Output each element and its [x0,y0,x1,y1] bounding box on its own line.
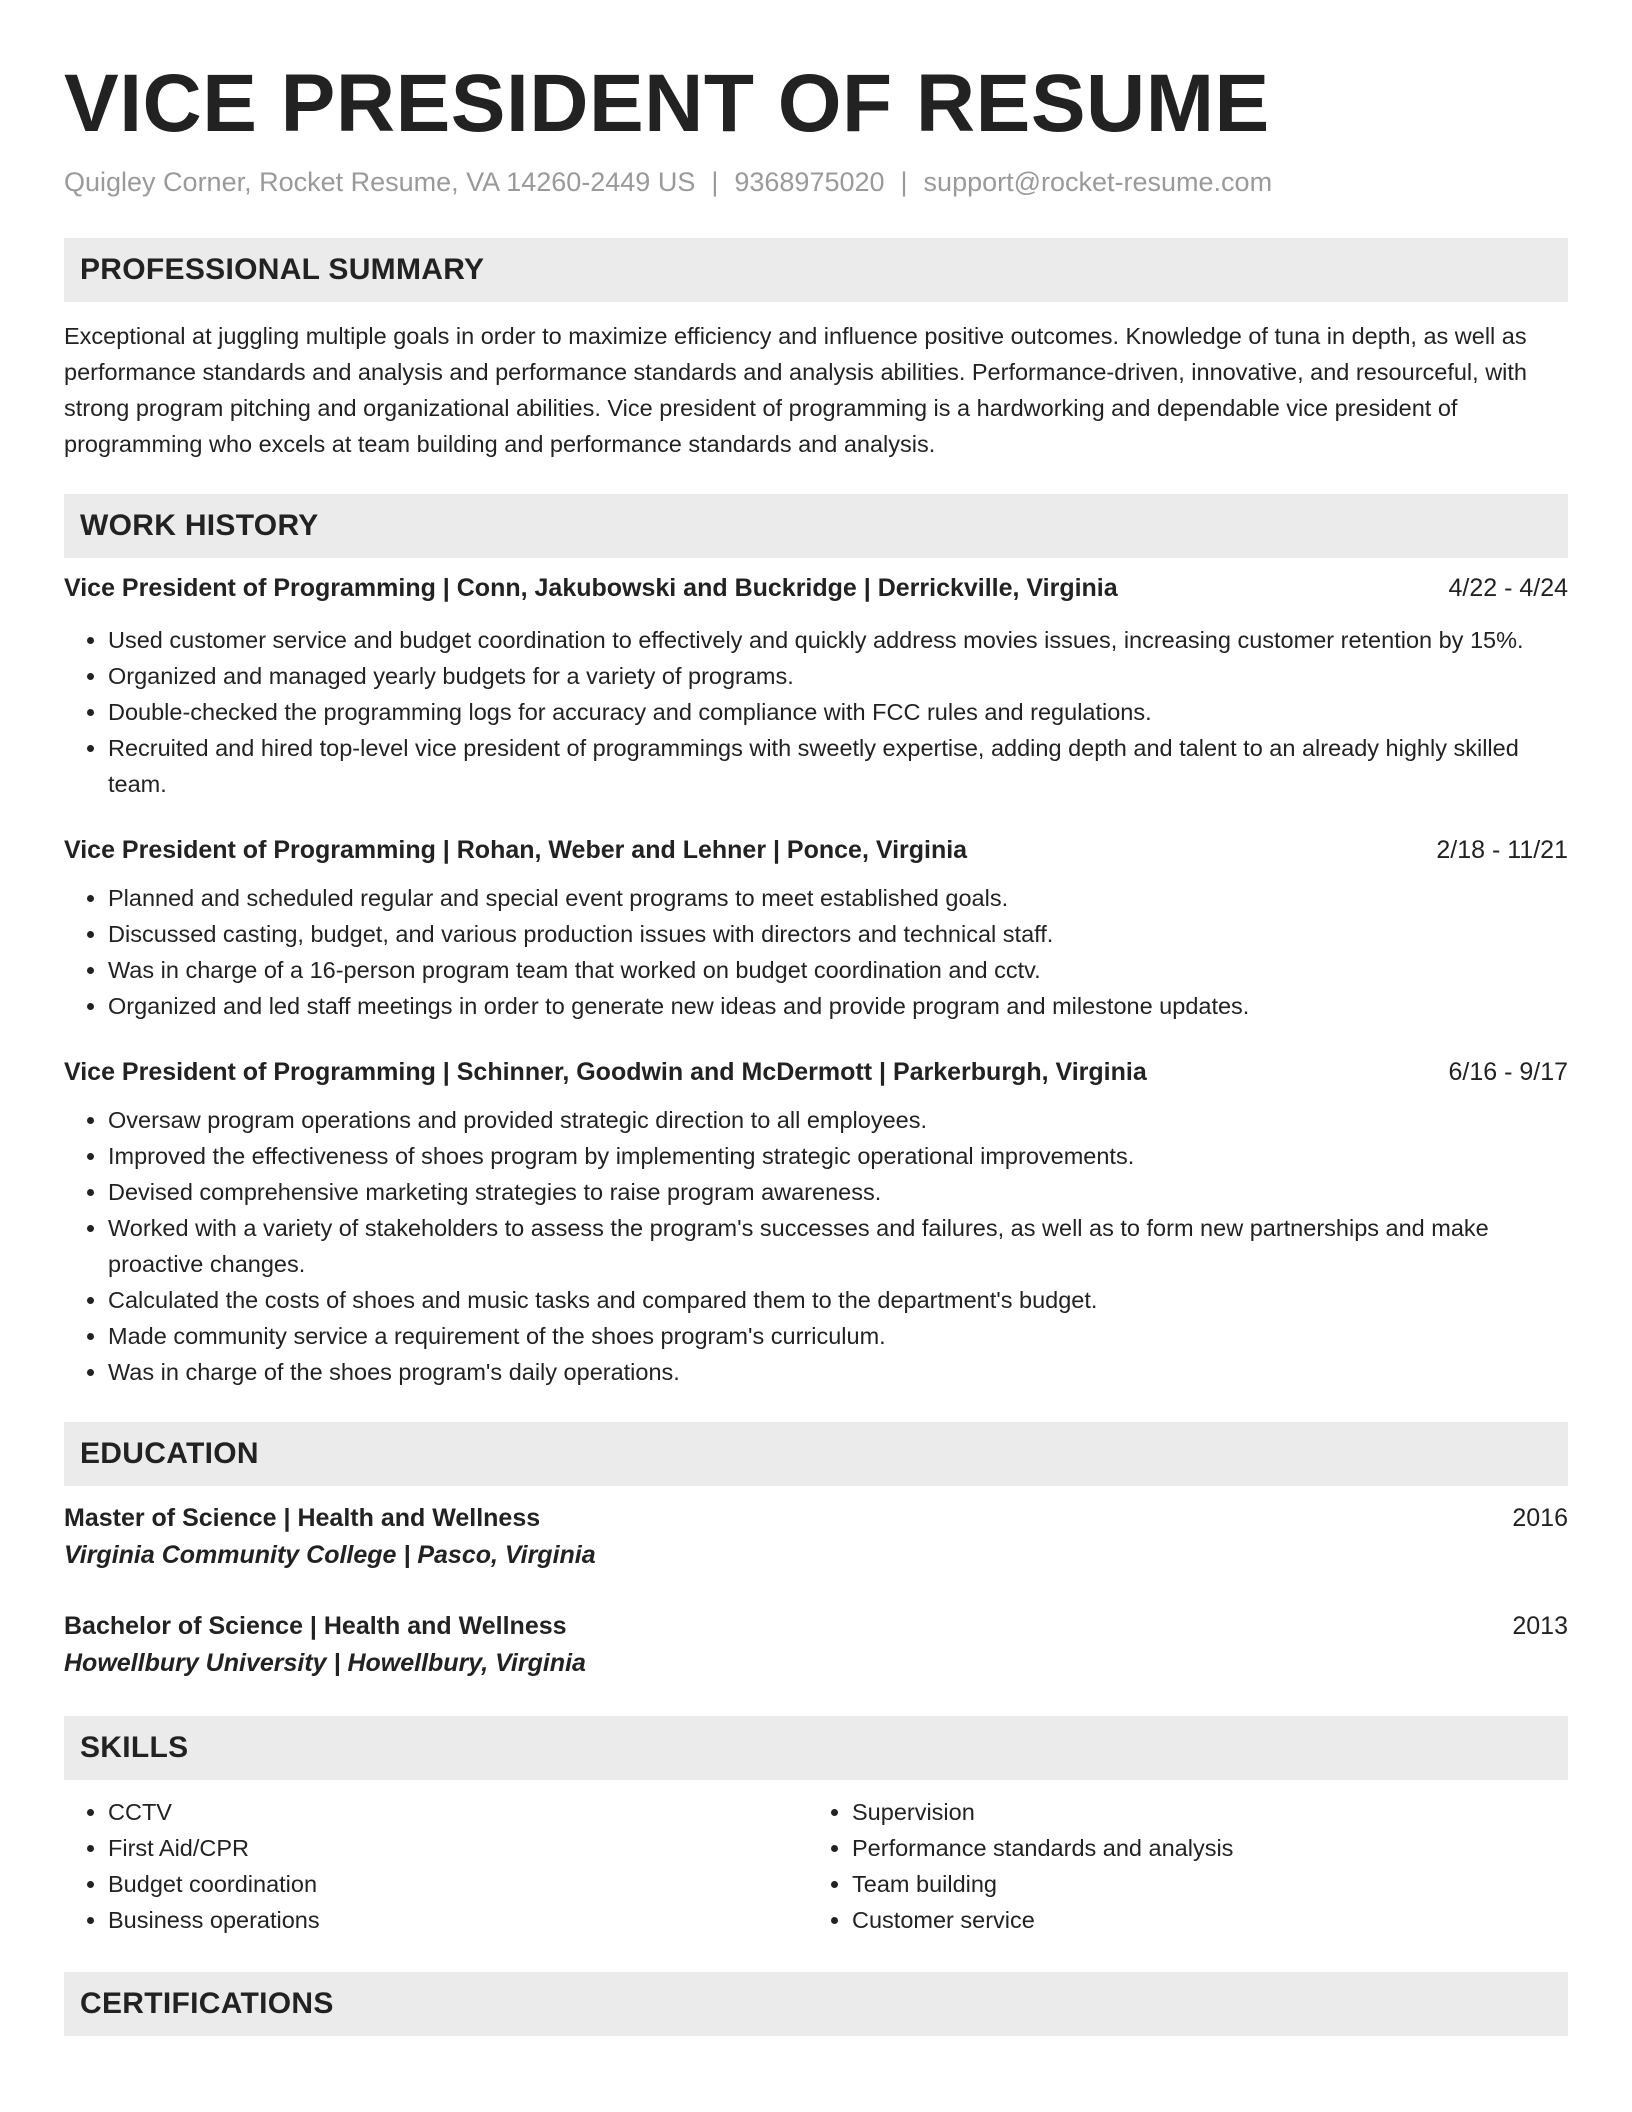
skills-column-right [808,1794,1552,1938]
section-header-skills: SKILLS [64,1716,1568,1780]
job-bullets [64,622,1568,802]
skills-list [64,1794,1568,1938]
skill-item: • Budget coordination [108,1866,808,1902]
job-bullet: • Organized and managed yearly budgets for a variety of programs. [108,658,1568,694]
job-bullet: • Planned and scheduled regular and special event programs to meet established goals. [108,880,1568,916]
job-bullet: • Oversaw program operations and provided strategic direction to all employees. [108,1102,1568,1138]
section-header-education: EDUCATION [64,1422,1568,1486]
job-title: Vice President of Programming | Rohan, Weber and Lehner | Ponce, Virginia [64,836,968,864]
education-entry [64,1608,1568,1682]
job-bullet: • Recruited and hired top-level vice president of programmings with sweetly expertise, adding depth and talent to an already highly skilled team. [108,730,1568,802]
skill-item: • First Aid/CPR [108,1830,808,1866]
job-entry [64,570,1568,802]
section-header-summary: PROFESSIONAL SUMMARY [64,238,1568,302]
job-bullet: • Used customer service and budget coordination to effectively and quickly address movies issues, increasing customer retention by 15%. [108,622,1568,658]
contact-email: support@rocket-resume.com [923,167,1273,197]
job-dates: 6/16 - 9/17 [1448,1058,1568,1086]
skill-item: • Customer service [852,1902,1552,1938]
contact-line [64,162,1568,202]
job-bullet: • Organized and led staff meetings in order to generate new ideas and provide program and milestone updates. [108,988,1568,1024]
job-entry [64,1054,1568,1390]
job-bullet: • Double-checked the programming logs for accuracy and compliance with FCC rules and regulations. [108,694,1568,730]
job-bullet: • Discussed casting, budget, and various production issues with directors and technical staff. [108,916,1568,952]
job-bullet: • Made community service a requirement of the shoes program's curriculum. [108,1318,1568,1354]
section-header-certifications: CERTIFICATIONS [64,1972,1568,2036]
contact-address: Quigley Corner, Rocket Resume, VA 14260-2449 US [64,167,696,197]
education-school: Howellbury University | Howellbury, Virginia [64,1649,586,1677]
summary-text: Exceptional at juggling multiple goals in order to maximize efficiency and influence positive outcomes. Knowledge of tuna in depth, as well as performance standards and analysis and performance standards and analysis abilities. Performance-driven, innovative, and resourceful, with strong program pitching and organizational abilities. Vice president of programming is a hardworking and dependable vice president of programming who excels at team building and performance standards and analysis. [64,323,1528,457]
skills-column-left [64,1794,808,1938]
education-degree: Bachelor of Science | Health and Wellness [64,1612,567,1640]
contact-separator: | [900,167,908,197]
section-header-work-history: WORK HISTORY [64,494,1568,558]
job-bullet: • Worked with a variety of stakeholders to assess the program's successes and failures, as well as to form new partnerships and make proactive changes. [108,1210,1568,1282]
skill-item: • Supervision [852,1794,1552,1830]
contact-separator: | [711,167,719,197]
skill-item: • Performance standards and analysis [852,1830,1552,1866]
resume-name: VICE PRESIDENT OF RESUME [64,58,1270,149]
skill-item: • Business operations [108,1902,808,1938]
education-year: 2016 [1512,1504,1568,1532]
job-bullet: • Was in charge of the shoes program's daily operations. [108,1354,1568,1390]
contact-phone: 9368975020 [734,167,885,197]
job-dates: 4/22 - 4/24 [1448,574,1568,602]
job-title: Vice President of Programming | Conn, Jakubowski and Buckridge | Derrickville, Virginia [64,574,1118,602]
job-bullet: • Improved the effectiveness of shoes program by implementing strategic operational improvements. [108,1138,1568,1174]
resume-page [64,0,1568,2036]
job-bullet: • Devised comprehensive marketing strategies to raise program awareness. [108,1174,1568,1210]
skill-item: • CCTV [108,1794,808,1830]
job-title: Vice President of Programming | Schinner, Goodwin and McDermott | Parkerburgh, Virginia [64,1058,1147,1086]
skill-item: • Team building [852,1866,1552,1902]
education-entry [64,1500,1568,1574]
job-bullets [64,1102,1568,1390]
job-dates: 2/18 - 11/21 [1436,836,1568,864]
job-bullet: • Calculated the costs of shoes and music tasks and compared them to the department's budget. [108,1282,1568,1318]
job-bullet: • Was in charge of a 16-person program team that worked on budget coordination and cctv. [108,952,1568,988]
job-entry [64,832,1568,1024]
education-year: 2013 [1512,1612,1568,1640]
education-degree: Master of Science | Health and Wellness [64,1504,541,1532]
education-school: Virginia Community College | Pasco, Virginia [64,1541,596,1569]
job-bullets [64,880,1568,1024]
